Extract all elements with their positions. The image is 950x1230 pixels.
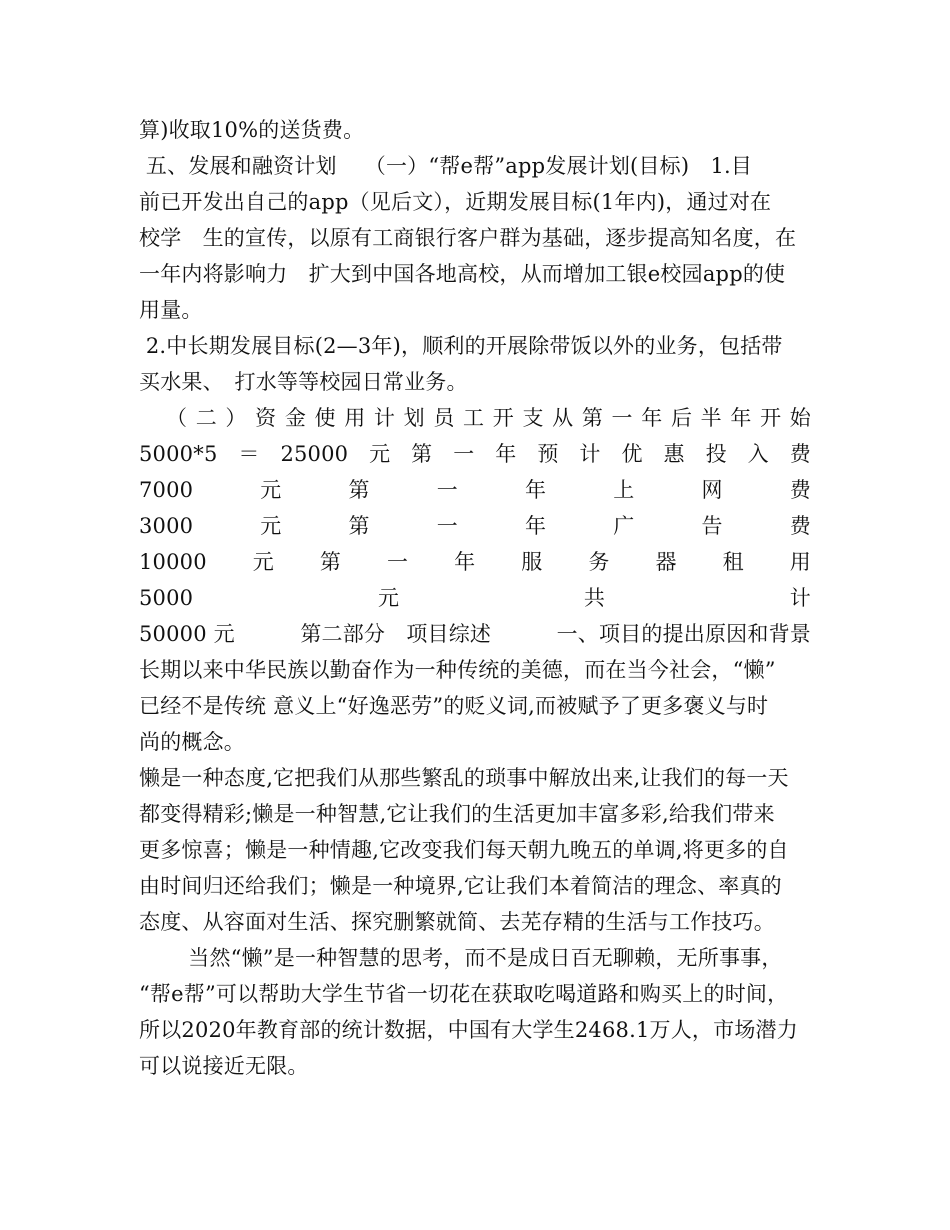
- text-line: 懒是一种态度,它把我们从那些繁乱的琐事中解放出来,让我们的每一天: [139, 766, 789, 790]
- budget-token: 优: [621, 442, 643, 466]
- budget-token: ）: [225, 406, 247, 430]
- budget-token: 划: [403, 406, 425, 430]
- budget-token: 务: [588, 550, 610, 574]
- text-line: 校学 生的宣传，以原有工商银行客户群为基础，逐步提高知名度，在: [139, 226, 797, 250]
- text-line: 尚的概念。: [139, 730, 245, 754]
- budget-token: 年: [730, 406, 752, 430]
- budget-row: [139, 544, 811, 580]
- budget-token: 费: [789, 514, 811, 538]
- budget-token: 元: [260, 514, 282, 538]
- text-line: 由时间归还给我们；懒是一种境界,它让我们本着简洁的理念、率真的: [139, 874, 782, 898]
- budget-token: 从: [552, 406, 574, 430]
- budget-token: 第: [348, 514, 370, 538]
- budget-token: 一: [453, 442, 475, 466]
- text-line: 五、发展和融资计划 （一）“帮e帮”app发展计划(目标) 1.目: [139, 154, 753, 178]
- text-line: 长期以来中华民族以勤奋作为一种传统的美德，而在当今社会，“懒”: [139, 658, 776, 682]
- budget-token: 入: [747, 442, 769, 466]
- text-line: 前已开发出自己的app（见后文），近期发展目标(1年内)，通过对在: [139, 190, 772, 214]
- budget-token: 年: [525, 478, 547, 502]
- budget-token: 元: [260, 478, 282, 502]
- budget-token: 网: [701, 478, 723, 502]
- budget-token: 第: [348, 478, 370, 502]
- budget-token: 5000: [139, 586, 194, 610]
- text-line: 可以说接近无限。: [139, 1054, 309, 1078]
- budget-token: 年: [495, 442, 517, 466]
- text-line: 当然“懒”是一种智慧的思考，而不是成日百无聊赖，无所事事，: [139, 946, 783, 970]
- budget-token: 年: [454, 550, 476, 574]
- budget-token: 二: [195, 406, 217, 430]
- text-line: 都变得精彩;懒是一种智慧,它让我们的生活更加丰富多彩,给我们带来: [139, 802, 775, 826]
- budget-token: 一、项目的提出原因和背景: [556, 622, 811, 646]
- budget-token: 一: [436, 478, 458, 502]
- text-line: 一年内将影响力 扩大到中国各地高校，从而增加工银e校园app的使: [139, 262, 786, 286]
- budget-token: 用: [344, 406, 366, 430]
- budget-token: 计: [789, 586, 811, 610]
- budget-token: 始: [789, 406, 811, 430]
- budget-token: 第: [319, 550, 342, 574]
- text-line: 买水果、 打水等等校园日常业务。: [139, 370, 468, 394]
- budget-token: 计: [579, 442, 601, 466]
- budget-row: [166, 400, 811, 436]
- budget-token: 一: [386, 550, 409, 574]
- budget-token: 计: [373, 406, 396, 430]
- text-line: “帮e帮”可以帮助大学生节省一切花在获取吃喝道路和购买上的时间，: [139, 982, 789, 1006]
- budget-token: 年: [641, 406, 663, 430]
- budget-token: 费: [789, 478, 811, 502]
- budget-token: 开: [760, 406, 782, 430]
- text-line: 算)收取10%的送货费。: [139, 118, 365, 142]
- budget-token: （: [166, 406, 188, 430]
- text-line: 更多惊喜；懒是一种情趣,它改变我们每天朝九晚五的单调,将更多的自: [139, 838, 789, 862]
- budget-token: 共: [583, 586, 606, 610]
- budget-token: 3000: [139, 514, 194, 538]
- budget-token: 一: [436, 514, 458, 538]
- budget-token: 元: [252, 550, 274, 574]
- budget-row: [139, 472, 811, 508]
- budget-token: 器: [655, 550, 677, 574]
- budget-token: 一: [611, 406, 633, 430]
- budget-token: 开: [492, 406, 514, 430]
- budget-row: [139, 508, 811, 544]
- budget-token: 元: [377, 586, 400, 610]
- text-line: 2.中长期发展目标(2—3年)，顺利的开展除带饭以外的业务，包括带: [139, 334, 783, 358]
- budget-token: 5000*5: [139, 442, 218, 466]
- budget-token: 工: [463, 406, 485, 430]
- budget-token: 惠: [663, 442, 685, 466]
- budget-token: ＝: [238, 442, 260, 466]
- budget-token: 预: [537, 442, 559, 466]
- budget-token: 第: [581, 406, 604, 430]
- budget-token: 半: [700, 406, 722, 430]
- budget-token: 支: [522, 406, 544, 430]
- budget-token: 用: [789, 550, 811, 574]
- budget-token: 租: [722, 550, 744, 574]
- budget-token: 第: [411, 442, 433, 466]
- budget-token: 上: [613, 478, 635, 502]
- budget-token: 资: [255, 406, 277, 430]
- budget-token: 费: [789, 442, 811, 466]
- budget-row: [139, 616, 811, 652]
- budget-token: 年: [525, 514, 547, 538]
- budget-row: [139, 580, 811, 616]
- budget-row: [139, 436, 811, 472]
- budget-token: 服: [521, 550, 543, 574]
- budget-token: 告: [701, 514, 723, 538]
- budget-token: 10000: [139, 550, 207, 574]
- budget-token: 投: [705, 442, 727, 466]
- budget-token: 7000: [139, 478, 194, 502]
- budget-token: 使: [314, 406, 336, 430]
- text-line: 用量。: [139, 298, 203, 322]
- budget-token: 第二部分 项目综述: [300, 622, 492, 646]
- text-line: 所以2020年教育部的统计数据，中国有大学生2468.1万人，市场潜力: [139, 1018, 798, 1042]
- budget-token: 金: [284, 406, 307, 430]
- text-line: 已经不是传统 意义上“好逸恶劳”的贬义词,而被赋予了更多褒义与时: [139, 694, 769, 718]
- budget-token: 元: [369, 442, 391, 466]
- budget-token: 广: [613, 514, 635, 538]
- budget-token: 员: [433, 406, 455, 430]
- budget-token: 25000: [280, 442, 349, 466]
- budget-token: 50000 元: [139, 622, 235, 646]
- text-line: 态度、从容面对生活、探究删繁就简、去芜存精的生活与工作技巧。: [139, 910, 775, 934]
- budget-token: 后: [670, 406, 693, 430]
